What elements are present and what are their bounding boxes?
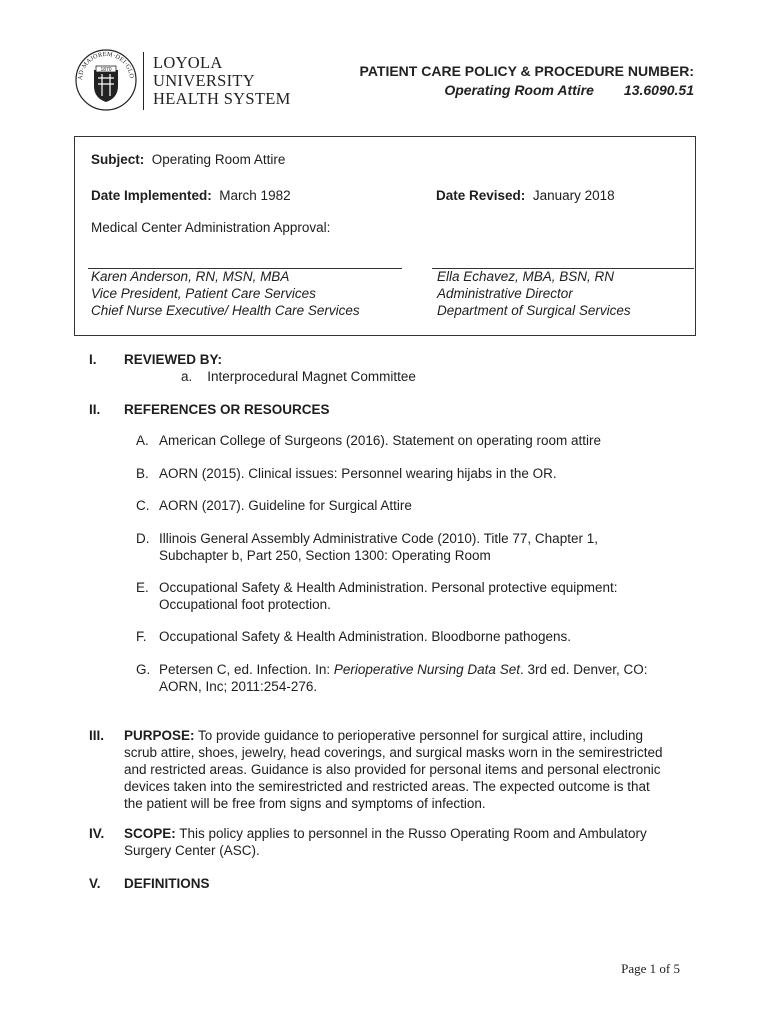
date-revised-label: Date Revised: (436, 188, 526, 203)
reference-letter: D. (136, 531, 150, 546)
reference-item (159, 497, 679, 514)
reviewed-by-text: Interprocedural Magnet Committee (207, 369, 416, 384)
signer-1-name: Karen Anderson, RN, MSN, MBA (91, 269, 290, 284)
reference-text: . 3rd ed. Denver, CO: (519, 662, 648, 677)
policy-number: 13.6090.51 (623, 82, 694, 98)
section-3-number: III. (89, 728, 105, 743)
reference-line: Occupational foot protection. (159, 597, 331, 612)
subject-value: Operating Room Attire (151, 152, 286, 167)
reviewed-by-letter: a. (181, 369, 193, 384)
reference-line: Occupational Safety & Health Administration. Personal protective equipment: (159, 580, 618, 595)
reference-letter: E. (136, 580, 149, 595)
reference-line: Occupational Safety & Health Administration. Bloodborne pathogens. (159, 629, 572, 644)
reference-item (159, 530, 679, 564)
reference-letter: B. (136, 466, 149, 481)
purpose-paragraph (124, 727, 704, 812)
scope-label: SCOPE: (124, 826, 176, 841)
reference-line: Subchapter b, Part 250, Section 1300: Operating Room (159, 548, 491, 563)
reference-item (159, 628, 679, 645)
date-revised-row (436, 187, 615, 204)
logo-line-1: LOYOLA (153, 53, 223, 72)
signer-2-title: Administrative Director (437, 286, 573, 301)
purpose-line: the patient will be free from signs and symptoms of infection. (124, 796, 486, 811)
svg-text:1870: 1870 (100, 67, 112, 73)
section-5-number: V. (89, 876, 101, 891)
signer-2-department: Department of Surgical Services (437, 303, 631, 318)
purpose-line: devices taken into the semirestricted and restricted areas. The expected outcome is that (124, 779, 650, 794)
date-implemented-label: Date Implemented: (91, 188, 212, 203)
date-implemented-row (91, 187, 291, 204)
logo-divider (143, 52, 144, 110)
signer-2-name: Ella Echavez, MBA, BSN, RN (437, 269, 615, 284)
subject-row (91, 151, 285, 168)
purpose-line: scrub attire, shoes, jewelry, head coverings, and surgical masks worn in the semirestricted (124, 745, 663, 760)
page-number: Page 1 of 5 (621, 961, 680, 976)
reference-item (159, 579, 679, 613)
subject-label: Subject: (91, 152, 145, 167)
scope-paragraph (124, 825, 704, 859)
reference-line: Illinois General Assembly Administrative Code (2010). Title 77, Chapter 1, (159, 531, 598, 546)
section-5-heading: DEFINITIONS (124, 876, 210, 891)
scope-line: Surgery Center (ASC). (124, 843, 260, 858)
section-4-number: IV. (89, 826, 105, 841)
reference-line (159, 661, 679, 678)
approval-label: Medical Center Administration Approval: (91, 220, 331, 235)
logo-line-2: UNIVERSITY (153, 71, 255, 90)
reference-line: American College of Surgeons (2016). Statement on operating room attire (159, 433, 601, 448)
signer-1-title: Vice President, Patient Care Services (91, 286, 316, 301)
svg-text:AD·MAJOREM·DEI·GLORIAM: AD·MAJOREM·DEI·GLO (76, 50, 136, 81)
reference-item (159, 432, 679, 449)
purpose-line (124, 727, 704, 744)
signer-2 (437, 268, 631, 319)
reference-letter: C. (136, 498, 150, 513)
logo-line-3: HEALTH SYSTEM (153, 89, 291, 108)
reference-line: AORN, Inc; 2011:254-276. (159, 679, 318, 694)
date-revised-value: January 2018 (532, 188, 615, 203)
signer-1 (91, 268, 360, 319)
policy-subtitle (444, 82, 694, 98)
policy-name: Operating Room Attire (444, 82, 594, 98)
section-2-heading: REFERENCES OR RESOURCES (124, 402, 330, 417)
reference-item (159, 465, 679, 482)
reference-book-title: Perioperative Nursing Data Set (333, 662, 520, 677)
reference-letter: A. (136, 433, 149, 448)
date-implemented-value: March 1982 (219, 188, 291, 203)
reference-text: Petersen C, ed. Infection. In: (159, 662, 334, 677)
reviewed-by-item (181, 368, 761, 385)
reference-line: AORN (2015). Clinical issues: Personnel wearing hijabs in the OR. (159, 466, 557, 481)
university-seal (74, 48, 138, 112)
signer-1-department: Chief Nurse Executive/ Health Care Services (91, 303, 360, 318)
reference-letter: F. (136, 629, 147, 644)
section-1-heading: REVIEWED BY: (124, 352, 223, 367)
purpose-line: and restricted areas. Guidance is also provided for personal items and personal electronic (124, 762, 661, 777)
purpose-text: To provide guidance to perioperative personnel for surgical attire, including (194, 728, 644, 743)
purpose-label: PURPOSE: (124, 728, 195, 743)
reference-item (159, 661, 679, 695)
scope-line (124, 825, 704, 842)
section-1-number: I. (89, 352, 97, 367)
policy-title: PATIENT CARE POLICY & PROCEDURE NUMBER: (359, 63, 694, 79)
section-2-number: II. (89, 402, 101, 417)
reference-line: AORN (2017). Guideline for Surgical Attire (159, 498, 412, 513)
reference-letter: G. (136, 662, 151, 677)
scope-text: This policy applies to personnel in the Russo Operating Room and Ambulatory (175, 826, 647, 841)
